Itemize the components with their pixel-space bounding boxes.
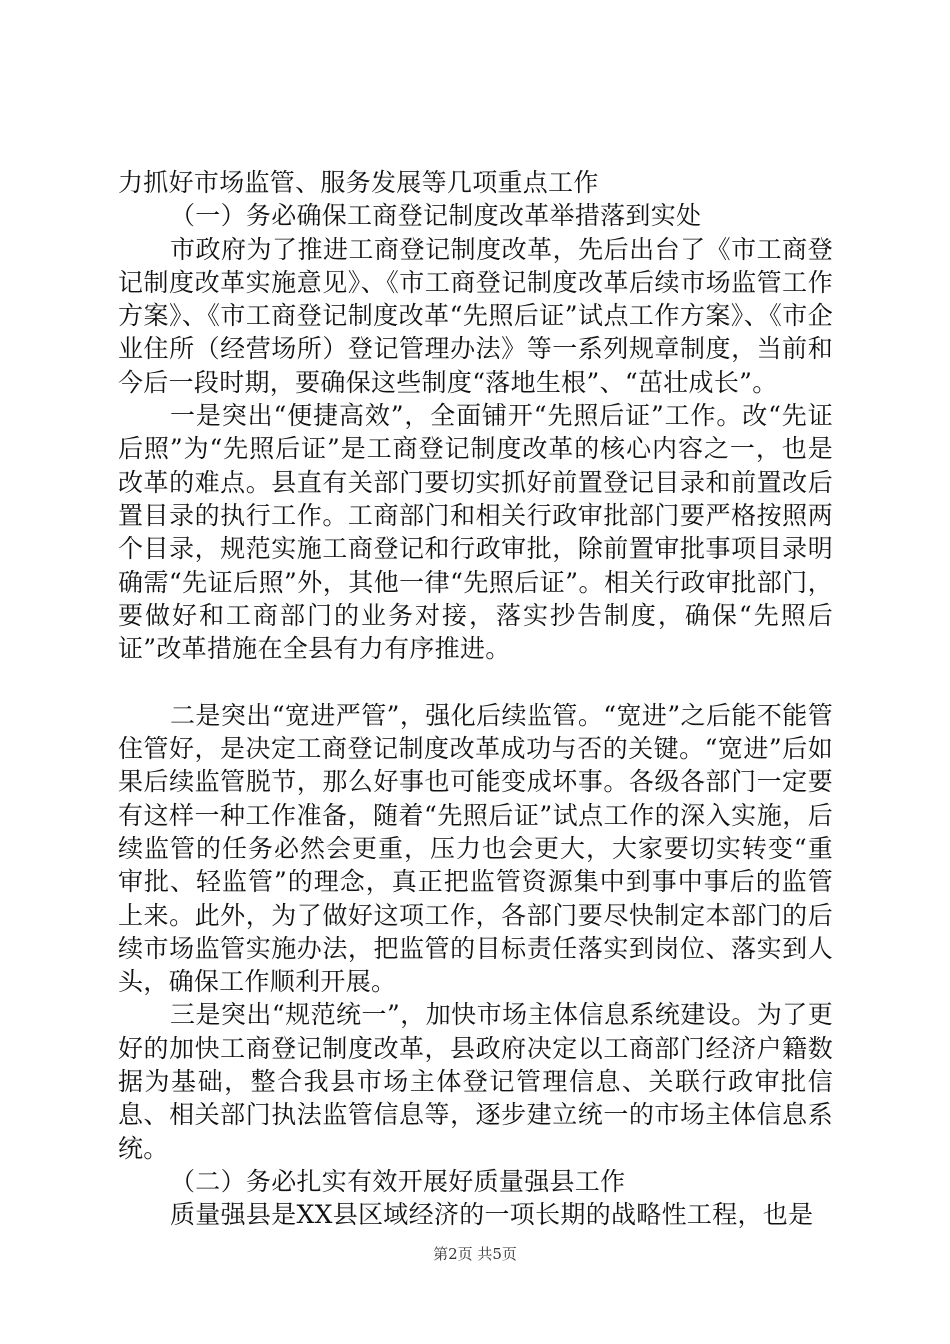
- document-body: [118, 166, 833, 1232]
- paragraph-point-one: 一是突出“便捷高效”，全面铺开“先照后证”工作。改“先证后照”为“先照后证”是工商登记制度改革的核心内容之一，也是改革的难点。县直有关部门要切实抓好前置登记目录和前置改后置目录的执行工作。工商部门和相关行政审批部门要严格按照两个目录，规范实施工商登记和行政审批，除前置审批事项目录明确需“先证后照”外，其他一律“先照后证”。相关行政审批部门，要做好和工商部门的业务对接，落实抄告制度，确保“先照后证”改革措施在全县有力有序推进。: [118, 401, 833, 664]
- paragraph-point-three: 三是突出“规范统一”，加快市场主体信息系统建设。为了更好的加快工商登记制度改革，县政府决定以工商部门经济户籍数据为基础，整合我县市场主体登记管理信息、关联行政审批信息、相关部门执法监管信息等，逐步建立统一的市场主体信息系统。: [118, 1000, 833, 1163]
- paragraph-spacer: [118, 665, 833, 698]
- paragraph-continuation: 力抓好市场监管、服务发展等几项重点工作: [118, 168, 599, 197]
- section-heading-1: （一）务必确保工商登记制度改革举措落到实处: [170, 201, 702, 231]
- paragraph-policy-documents: 市政府为了推进工商登记制度改革，先后出台了《市工商登记制度改革实施意见》、《市工商登记制度改革后续市场监管工作方案》、《市工商登记制度改革“先照后证”试点工作方案》、《市企业住所（经营场所）登记管理办法》等一系列规章制度，当前和今后一段时期，要确保这些制度“落地生根”、“茁壮成长”。: [118, 234, 833, 397]
- page-number-footer: 第2页 共5页: [433, 1245, 517, 1263]
- section-heading-2: （二）务必扎实有效开展好质量强县工作: [170, 1166, 626, 1196]
- paragraph-point-two: 二是突出“宽进严管”，强化后续监管。“宽进”之后能不能管住管好，是决定工商登记制度改革成功与否的关键。“宽进”后如果后续监管脱节，那么好事也可能变成坏事。各级各部门一定要有这样一种工作准备，随着“先照后证”试点工作的深入实施，后续监管的任务必然会更重，压力也会更大，大家要切实转变“重审批、轻监管”的理念，真正把监管资源集中到事中事后的监管上来。此外，为了做好这项工作，各部门要尽快制定本部门的后续市场监管实施办法，把监管的目标责任落实到岗位、落实到人头，确保工作顺利开展。: [118, 700, 833, 997]
- paragraph-quality-county: 质量强县是XX县区域经济的一项长期的战略性工程，也是: [170, 1200, 814, 1230]
